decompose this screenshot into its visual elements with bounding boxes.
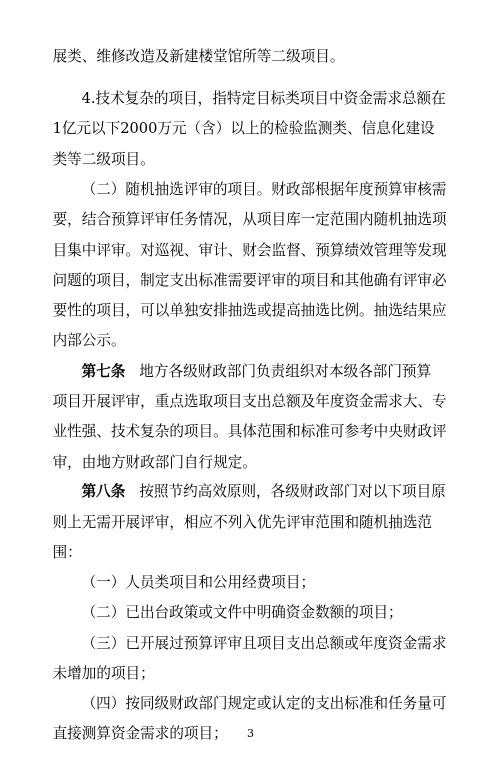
line-text: 按照节约高效原则，各级财政部门对以下项目原 <box>139 483 446 500</box>
text-line <box>34 487 471 531</box>
line-text: （三）已开展过预算评审且项目支出总额或年度资金需求 <box>81 635 447 652</box>
article-line <box>63 456 471 500</box>
line-text: （二）已出台政策或文件中明确资金数额的项目； <box>81 604 403 621</box>
line-text: 直接测算资金需求的项目； <box>52 725 228 742</box>
line-text: 则上无需开展评审，相应不列入优先评审范围和随机抽选范 <box>52 514 433 531</box>
text-line <box>34 215 471 259</box>
text-line <box>34 124 471 168</box>
text-line <box>63 668 471 712</box>
text-line <box>34 305 471 349</box>
text-line <box>34 427 471 471</box>
line-text: 审，由地方财政部门自行规定。 <box>52 454 257 471</box>
line-text: （一）人员类项目和公用经费项目； <box>81 574 316 591</box>
article-heading: 第八条 <box>81 483 126 500</box>
line-text: 1亿元以下2000万元（含）以上的检验监测类、信息化建设 <box>52 120 435 137</box>
line-text: 类等二级项目。 <box>52 151 155 168</box>
text-line <box>63 547 471 591</box>
text-line <box>63 63 471 107</box>
line-text: 内部公示。 <box>52 332 126 349</box>
text-line <box>34 245 471 289</box>
text-line <box>34 184 471 228</box>
text-line <box>34 275 471 319</box>
text-line <box>34 366 471 410</box>
line-text: 地方各级财政部门负责组织对本级各部门预算 <box>139 363 432 380</box>
text-line <box>34 21 471 65</box>
line-text: 展类、维修改造及新建楼堂馆所等二级项目。 <box>52 48 345 65</box>
line-text: 业性强、技术复杂的项目。具体范围和标准可参考中央财政评 <box>52 423 447 440</box>
line-text: （四）按同级财政部门规定或认定的支出标准和任务量可 <box>81 695 447 712</box>
line-text: 围： <box>52 544 82 561</box>
line-text: 4.技术复杂的项目，指特定目标类项目中资金需求总额在 <box>81 90 446 107</box>
article-heading: 第七条 <box>81 363 126 380</box>
text-line <box>34 396 471 440</box>
text-line <box>34 638 471 682</box>
line-text: 问题的项目，制定支出标准需要评审的项目和其他确有评审必 <box>52 272 447 289</box>
line-text: 要，结合预算评审任务情况，从项目库一定范围内随机抽选项 <box>52 211 447 228</box>
text-line <box>34 93 471 137</box>
line-text: 项目开展评审，重点选取项目支出总额及年度资金需求大、专 <box>52 393 447 410</box>
line-text: 未增加的项目； <box>52 665 155 682</box>
text-line <box>63 577 471 621</box>
text-line <box>63 154 471 198</box>
article-line <box>63 336 471 380</box>
page-number: 3 <box>247 727 254 740</box>
text-line <box>63 608 471 652</box>
line-text: 目集中评审。对巡视、审计、财会监督、预算绩效管理等发现 <box>52 242 447 259</box>
text-line <box>34 698 471 742</box>
line-text: （二）随机抽选评审的项目。财政部根据年度预算审核需 <box>81 181 447 198</box>
text-line <box>34 517 471 561</box>
line-text: 要性的项目，可以单独安排抽选或提高抽选比例。抽选结果应 <box>52 302 447 319</box>
